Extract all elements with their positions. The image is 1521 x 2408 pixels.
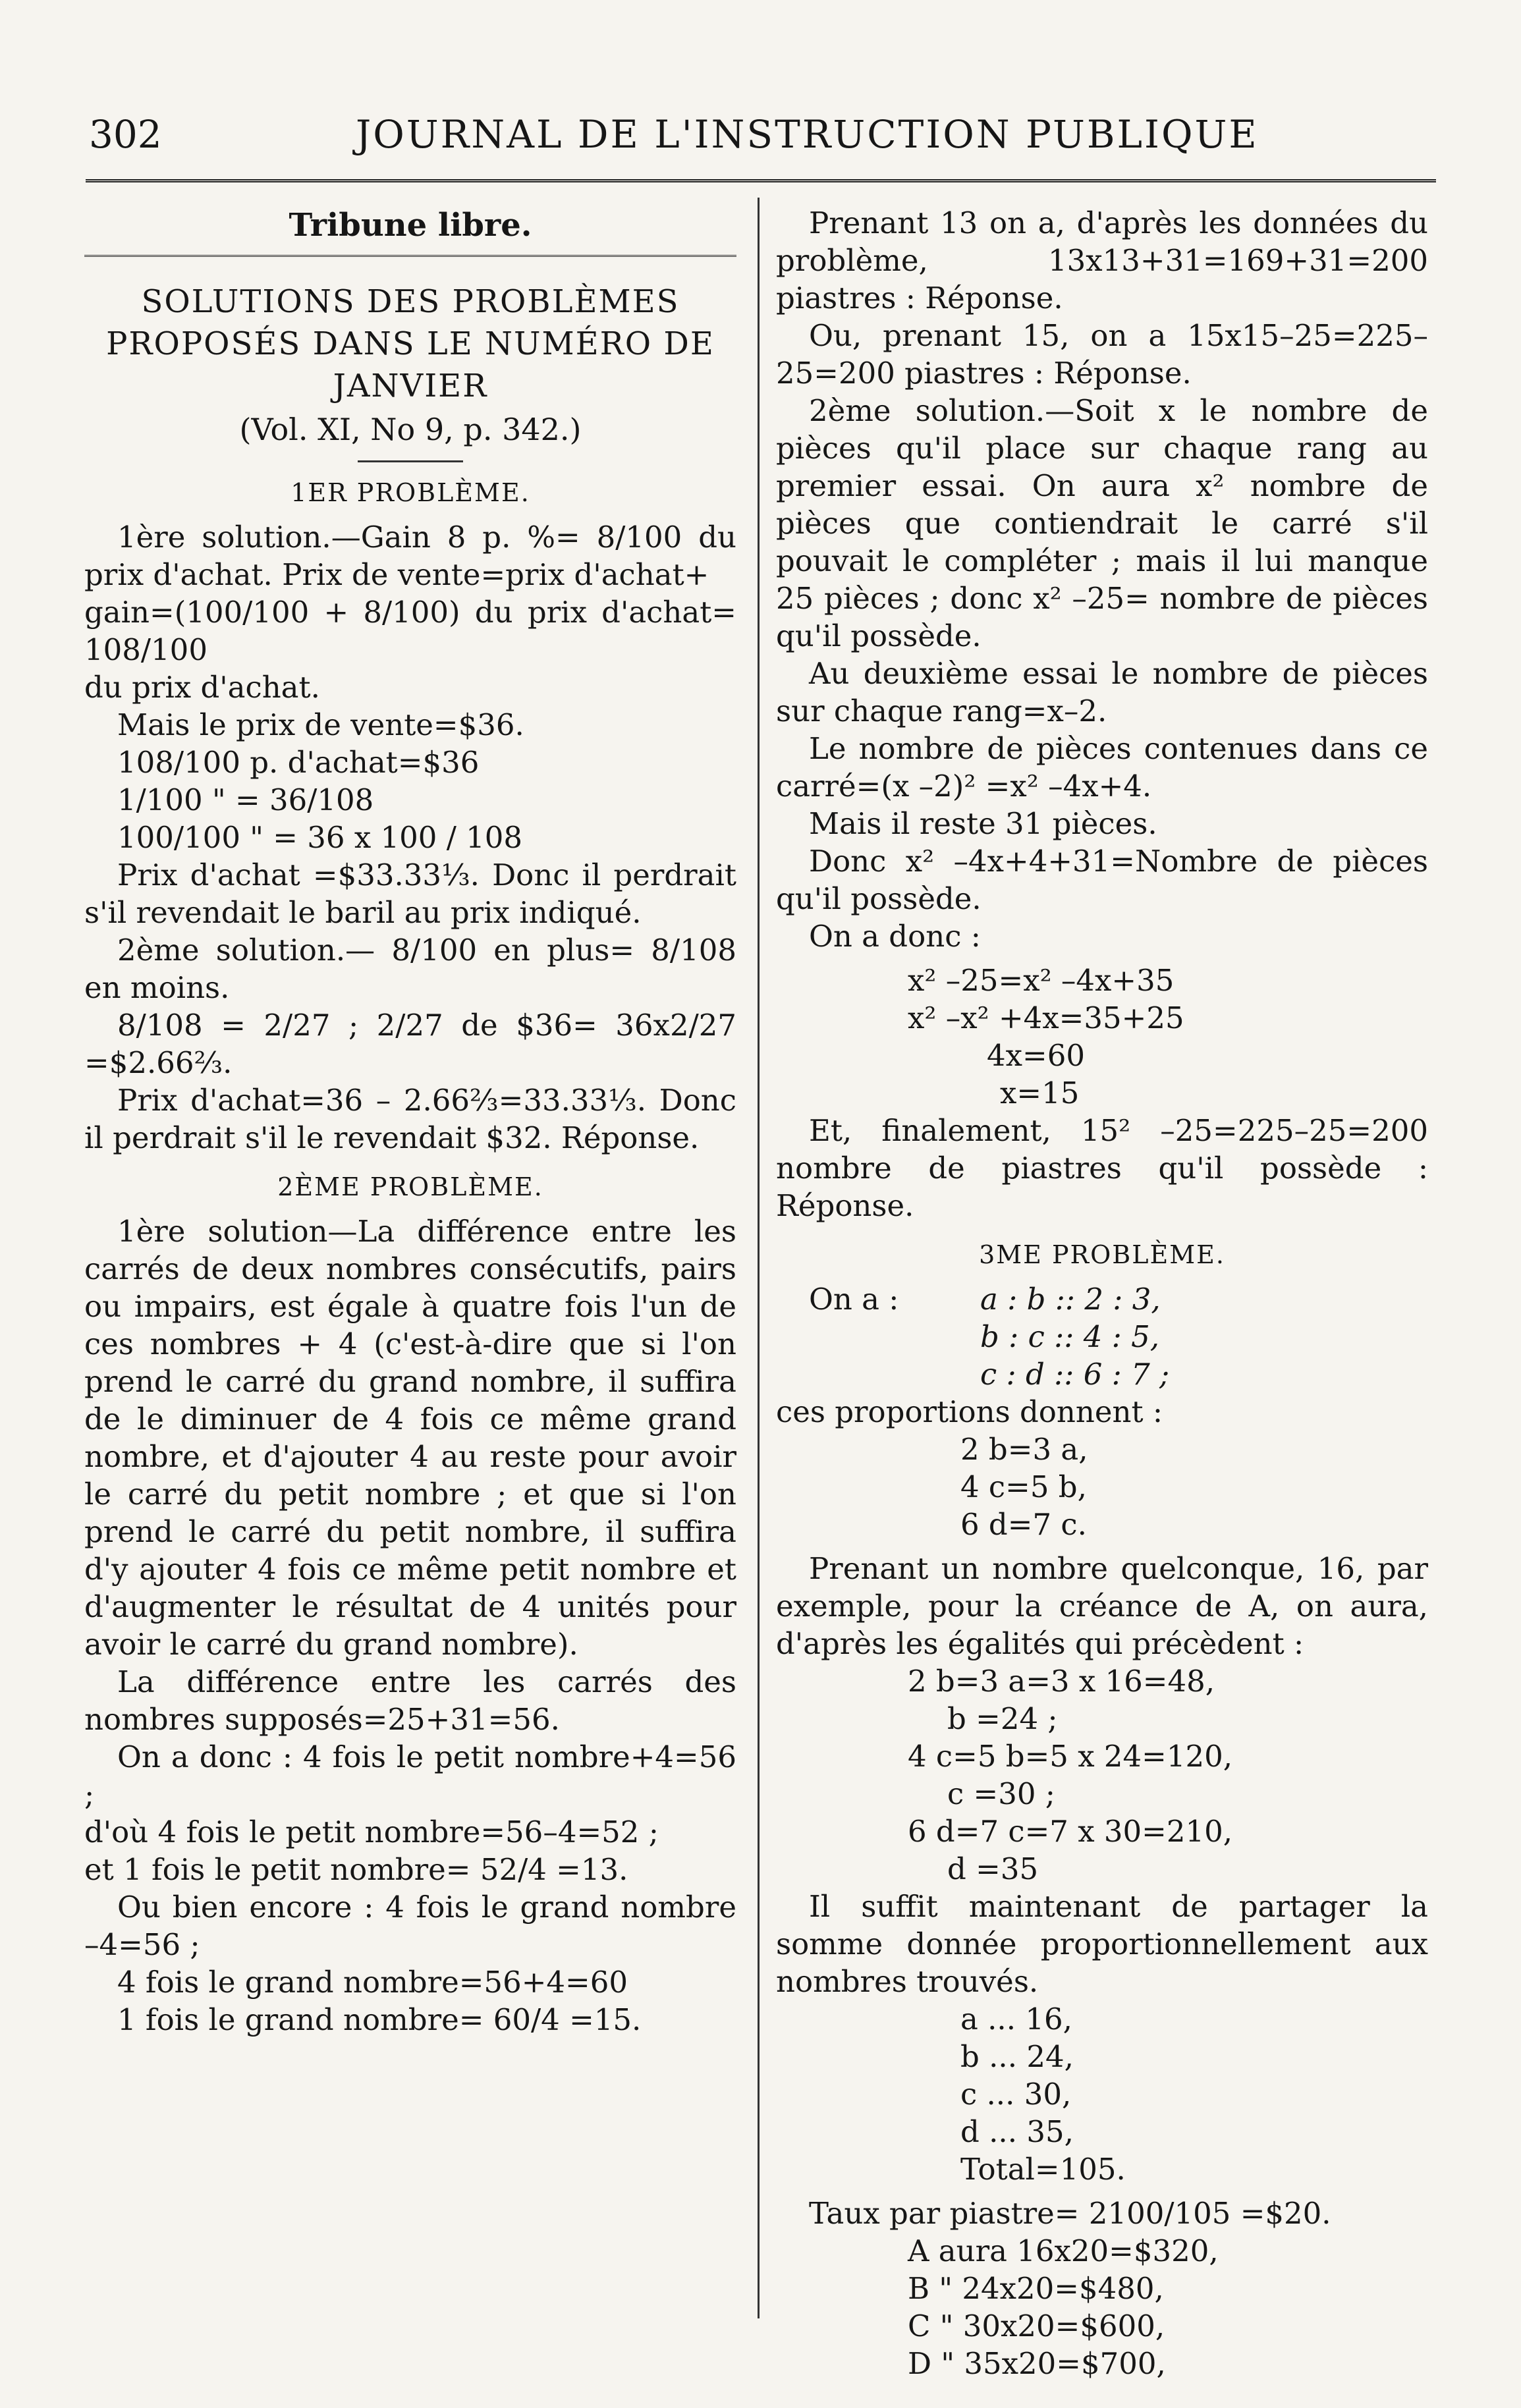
share-b: B " 24x20=$480, xyxy=(908,2271,1164,2306)
p1-line-7: 100/100 " = 36 x 100 / 108 xyxy=(117,820,523,855)
r-line-5: Le nombre de pièces contenues dans ce carré=(x –2)² =x² –4x+4. xyxy=(776,731,1428,804)
derived-4: c =30 ; xyxy=(947,1776,1055,1811)
p1-line-2: gain=(100/100 + 8/100) du prix d'achat= 108/100 xyxy=(84,595,736,667)
r-line-3: 2ème solution.—Soit x le nombre de pièces qu'il place sur chaque rang au premier essai. On aura x² nombre de pièces que contiendrait le carré s'il pouvait le compléter ; mais il lui manque 25 pièces ; donc x² –25= nombre de pièces qu'il possède. xyxy=(776,393,1428,653)
equation-block xyxy=(776,962,1428,1112)
proportions-block xyxy=(776,1280,1428,1393)
share-a: A aura 16x20=$320, xyxy=(908,2233,1219,2268)
title-rule xyxy=(84,255,736,257)
proportion-3: c : d :: 6 : 7 ; xyxy=(980,1357,1170,1392)
problem2-heading: 2ÈME PROBLÈME. xyxy=(277,1172,543,1201)
rate-line: Taux par piastre= 2100/105 =$20. xyxy=(809,2196,1331,2231)
p2-line-3: On a donc : 4 fois le petit nombre+4=56 ; xyxy=(84,1739,736,1812)
derived-2: b =24 ; xyxy=(947,1701,1058,1736)
r-line-4: Au deuxième essai le nombre de pièces sur chaque rang=x–2. xyxy=(776,656,1428,728)
derived-6: d =35 xyxy=(947,1851,1039,1886)
value-2: b ... 24, xyxy=(960,2039,1074,2074)
relation-2: 4 c=5 b, xyxy=(960,1469,1087,1504)
r-line-6: Mais il reste 31 pièces. xyxy=(809,806,1157,841)
derived-3: 4 c=5 b=5 x 24=120, xyxy=(908,1739,1233,1774)
derived-block xyxy=(776,1662,1428,1888)
p1-line-11: Prix d'achat=36 – 2.66⅔=33.33⅓. Donc il perdrait s'il le revendait $32. Réponse. xyxy=(84,1083,736,1155)
right-column xyxy=(776,204,1428,2382)
final-line: Et, finalement, 15² –25=225–25=200 nombre de piastres qu'il possède : Réponse. xyxy=(776,1113,1428,1223)
p1-line-10: 8/108 = 2/27 ; 2/27 de $36= 36x2/27 =$2.66⅔. xyxy=(84,1008,736,1080)
value-total: Total=105. xyxy=(960,2152,1126,2187)
short-rule xyxy=(358,460,463,462)
equation-4: x=15 xyxy=(1000,1076,1080,1110)
share-text: Il suffit maintenant de partager la somme donnée proportionnellement aux nombres trouvés. xyxy=(776,1889,1428,1999)
equation-3: 4x=60 xyxy=(987,1038,1085,1073)
problem3-heading: 3ME PROBLÈME. xyxy=(979,1240,1225,1269)
running-title: JOURNAL DE L'INSTRUCTION PUBLIQUE xyxy=(356,112,1259,157)
share-d: D " 35x20=$700, xyxy=(908,2346,1166,2381)
p1-line-6: 1/100 " = 36/108 xyxy=(117,782,374,817)
p1-line-8: Prix d'achat =$33.33⅓. Donc il perdrait s'il revendait le baril au prix indiqué. xyxy=(84,858,736,930)
value-4: d ... 35, xyxy=(960,2114,1074,2149)
section-title: Tribune libre. xyxy=(289,207,532,244)
p2-line-2: La différence entre les carrés des nombres supposés=25+31=56. xyxy=(84,1664,736,1737)
proportion-list xyxy=(980,1280,1169,1393)
article-title: SOLUTIONS DES PROBLÈMES PROPOSÉS DANS LE NUMÉRO DE JANVIER xyxy=(106,283,715,404)
header-rule xyxy=(86,179,1436,182)
p1-line-5: 108/100 p. d'achat=$36 xyxy=(117,745,480,780)
shares-block xyxy=(776,2232,1428,2382)
p2-line-1: 1ère solution—La différence entre les carrés de deux nombres consécutifs, pairs ou impairs, est égale à quatre fois l'un de ces nombres + 4 (c'est-à-dire que si l'on prend le carré du grand nombre, il suffira de le diminuer de 4 fois ce même grand nombre, et d'ajouter 4 au reste pour avoir le carré du petit nombre ; et que si l'on prend le carré du petit nombre, il suffira d'y ajouter 4 fois ce même petit nombre et d'augmenter le résultat de 4 unités pour avoir le carré du grand nombre). xyxy=(84,1214,736,1662)
proportions-give: ces proportions donnent : xyxy=(776,1394,1163,1429)
column-divider xyxy=(758,198,760,2318)
r-line-7: Donc x² –4x+4+31=Nombre de pièces qu'il possède. xyxy=(776,844,1428,916)
r-line-8: On a donc : xyxy=(809,919,981,954)
proportion-1: a : b :: 2 : 3, xyxy=(980,1282,1161,1317)
value-3: c ... 30, xyxy=(960,2077,1072,2112)
share-c: C " 30x20=$600, xyxy=(908,2309,1165,2343)
on-a-label: On a : xyxy=(809,1282,899,1317)
p2-line-5: et 1 fois le petit nombre= 52/4 =13. xyxy=(84,1852,628,1887)
p1-line-4: Mais le prix de vente=$36. xyxy=(117,707,524,742)
p2-line-7: 4 fois le grand nombre=56+4=60 xyxy=(117,1965,628,2000)
derived-1: 2 b=3 a=3 x 16=48, xyxy=(908,1664,1215,1699)
take-16: Prenant un nombre quelconque, 16, par exemple, pour la créance de A, on aura, d'après les égalités qui précèdent : xyxy=(776,1551,1428,1661)
p2-line-8: 1 fois le grand nombre= 60/4 =15. xyxy=(117,2002,642,2037)
r-line-2: Ou, prenant 15, on a 15x15–25=225–25=200 piastres : Réponse. xyxy=(776,318,1428,391)
relation-1: 2 b=3 a, xyxy=(960,1432,1088,1467)
left-column xyxy=(84,204,736,2039)
relation-3: 6 d=7 c. xyxy=(960,1507,1087,1542)
equation-2: x² –x² +4x=35+25 xyxy=(908,1000,1184,1035)
p2-line-4: d'où 4 fois le petit nombre=56–4=52 ; xyxy=(84,1815,659,1849)
p2-line-6: Ou bien encore : 4 fois le grand nombre –4=56 ; xyxy=(84,1890,736,1962)
r-line-1: Prenant 13 on a, d'après les données du problème, 13x13+31=169+31=200 piastres : Réponse. xyxy=(776,205,1428,315)
equation-1: x² –25=x² –4x+35 xyxy=(908,963,1175,998)
article-ref: (Vol. XI, No 9, p. 342.) xyxy=(239,412,582,447)
value-1: a ... 16, xyxy=(960,2002,1072,2037)
proportion-2: b : c :: 4 : 5, xyxy=(980,1319,1160,1354)
problem1-heading: 1ER PROBLÈME. xyxy=(290,478,530,507)
page-number: 302 xyxy=(89,112,162,157)
values-block xyxy=(776,2000,1428,2188)
p1-line-1: 1ère solution.—Gain 8 p. %= 8/100 du prix d'achat. Prix de vente=prix d'achat+ xyxy=(84,520,736,592)
relations-block xyxy=(776,1431,1428,1543)
p1-line-3: du prix d'achat. xyxy=(84,670,320,705)
p1-line-9: 2ème solution.— 8/100 en plus= 8/108 en moins. xyxy=(84,933,736,1005)
derived-5: 6 d=7 c=7 x 30=210, xyxy=(908,1814,1233,1849)
